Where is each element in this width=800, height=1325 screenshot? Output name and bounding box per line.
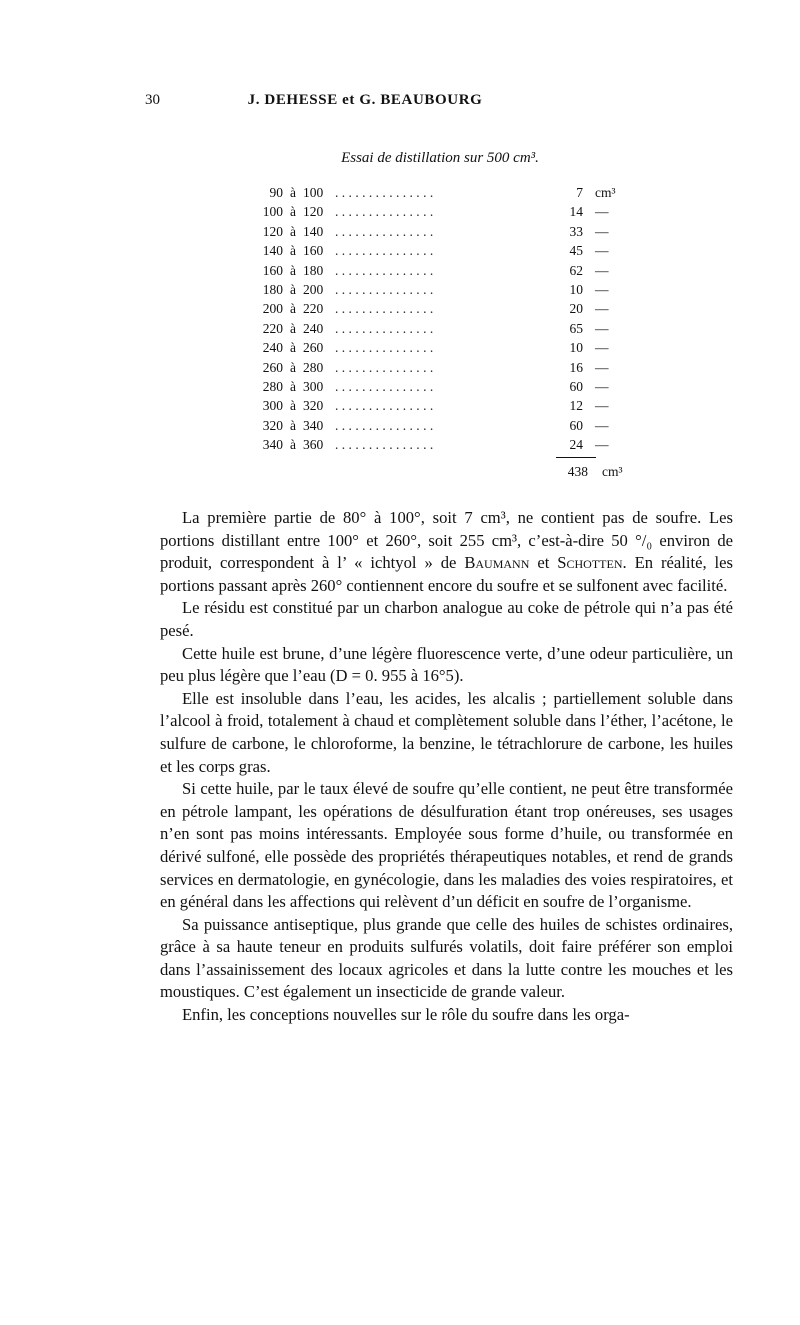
temperature-range (255, 416, 333, 435)
leader-dots: ............... (335, 281, 437, 297)
leader-dots: ............... (335, 223, 437, 239)
leader-dots: ............... (335, 417, 437, 433)
paragraph-1 (160, 507, 733, 597)
paragraph-1-text-b: et (529, 553, 558, 573)
range-from: 220 (262, 320, 283, 336)
range-to: 300 (303, 378, 324, 394)
total-unit: cm³ (602, 464, 623, 479)
author-baumann: Baumann (464, 553, 530, 573)
range-separator: à (290, 398, 296, 414)
range-to: 100 (303, 185, 324, 200)
temperature-range (255, 280, 333, 299)
volume-unit: cm³ (595, 185, 616, 200)
range-to: 120 (303, 204, 324, 220)
page-header (0, 92, 800, 116)
table-caption: Essai de distillation sur 500 cm³. (341, 150, 539, 166)
distillation-row (255, 377, 615, 396)
paragraph-6: Sa puissance antiseptique, plus grande que celle des huiles de schistes ordinaires, grâce à sa haute teneur en produits sulfurés volatils, doit faire préférer son emploi dans l’assainissement des locaux agricoles et dans la lutte contre les mouches et les moustiques. C’est également un insecticide de grande valeur. (160, 914, 733, 1002)
temperature-range (255, 202, 333, 221)
distillation-row (255, 280, 615, 299)
range-separator: à (290, 185, 296, 200)
volume-value: 45 (569, 243, 583, 259)
leader-dots: ............... (335, 301, 437, 317)
distillation-row (255, 435, 615, 454)
volume-unit: — (595, 281, 609, 297)
paragraph-1-text-a: La première partie de 80° à 100°, soit 7 cm³, ne contient pas de soufre. Les portions distillant entre 100° et 260°, soit 255 cm³, c’est-à-dire 50 °/₀ environ de produit, correspondent à l’ « ichtyol » de (160, 508, 733, 573)
range-to: 340 (303, 417, 324, 433)
paragraph-4: Elle est insoluble dans l’eau, les acides, les alcalis ; partiellement soluble dans l’alcool à froid, totalement à chaud et complètement soluble dans l’éther, l’acétone, le sulfure de carbone, le chloroforme, la benzine, le tétrachlorure de carbone, les huiles et les corps gras. (160, 688, 733, 776)
volume-unit: — (595, 301, 609, 317)
running-title: J. DEHESSE et G. BEAUBOURG (247, 92, 483, 108)
volume-unit: — (595, 340, 609, 356)
distillation-row (255, 241, 615, 260)
range-from: 300 (262, 398, 283, 414)
distillation-row (255, 299, 615, 318)
range-from: 120 (262, 223, 283, 239)
leader-dots: ............... (335, 185, 437, 200)
volume-value: 7 (576, 185, 583, 200)
temperature-range (255, 299, 333, 318)
temperature-range (255, 358, 333, 377)
range-separator: à (290, 262, 296, 278)
distillation-row (255, 202, 615, 221)
volume-unit: — (595, 437, 609, 453)
volume-unit: — (595, 417, 609, 433)
body-text (160, 507, 733, 1027)
range-separator: à (290, 223, 296, 239)
range-to: 280 (303, 359, 324, 375)
distillation-row (255, 222, 615, 241)
temperature-range (255, 183, 333, 202)
leader-dots: ............... (335, 243, 437, 259)
leader-dots: ............... (335, 378, 437, 394)
volume-value: 20 (569, 301, 583, 317)
distillation-row (255, 358, 615, 377)
volume-value: 33 (569, 223, 583, 239)
range-from: 140 (262, 243, 283, 259)
range-from: 260 (262, 359, 283, 375)
range-separator: à (290, 281, 296, 297)
temperature-range (255, 377, 333, 396)
distillation-row (255, 416, 615, 435)
volume-value: 10 (569, 340, 583, 356)
range-from: 240 (262, 340, 283, 356)
range-separator: à (290, 378, 296, 394)
temperature-range (255, 396, 333, 415)
distillation-table (255, 183, 615, 454)
volume-unit: — (595, 243, 609, 259)
paragraph-2: Le résidu est constitué par un charbon analogue au coke de pétrole qui n’a pas été pesé. (160, 598, 733, 640)
temperature-range (255, 241, 333, 260)
range-to: 360 (303, 437, 324, 453)
range-from: 180 (262, 281, 283, 297)
volume-unit: — (595, 262, 609, 278)
volume-unit: — (595, 398, 609, 414)
volume-value: 16 (569, 359, 583, 375)
range-separator: à (290, 437, 296, 453)
range-to: 180 (303, 262, 324, 278)
range-to: 200 (303, 281, 324, 297)
distillation-row (255, 319, 615, 338)
range-from: 320 (262, 417, 283, 433)
volume-unit: — (595, 320, 609, 336)
leader-dots: ............... (335, 359, 437, 375)
range-from: 280 (262, 378, 283, 394)
volume-value: 62 (569, 262, 583, 278)
volume-unit: — (595, 359, 609, 375)
distillation-row (255, 338, 615, 357)
volume-value: 24 (569, 437, 583, 453)
temperature-range (255, 261, 333, 280)
distillation-row (255, 261, 615, 280)
temperature-range (255, 435, 333, 454)
range-to: 320 (303, 398, 324, 414)
range-separator: à (290, 320, 296, 336)
total-volume: 438 (567, 464, 588, 479)
range-separator: à (290, 301, 296, 317)
paragraph-5: Si cette huile, par le taux élevé de soufre qu’elle contient, ne peut être transformée en pétrole lampant, les opérations de désulfuration étant trop onéreuses, ses usages n’en sont pas moins intéressants. Employée sous forme d’huile, ou transformée en dérivé sulfoné, elle possède des propriétés thérapeutiques notables, et rend de grands services en dermatologie, en gynécologie, dans les maladies des voies respiratoires, et en général dans les affections qui relèvent d’un déficit en soufre de l’organisme. (160, 779, 733, 912)
distillation-row (255, 183, 615, 202)
range-separator: à (290, 340, 296, 356)
volume-value: 10 (569, 281, 583, 297)
temperature-range (255, 319, 333, 338)
range-from: 160 (262, 262, 283, 278)
range-from: 90 (269, 185, 283, 200)
range-from: 340 (262, 437, 283, 453)
page-number: 30 (145, 92, 160, 108)
paragraph-7: Enfin, les conceptions nouvelles sur le rôle du soufre dans les orga- (182, 1005, 630, 1025)
volume-value: 65 (569, 320, 583, 336)
range-separator: à (290, 243, 296, 259)
volume-unit: — (595, 223, 609, 239)
range-to: 220 (303, 301, 324, 317)
range-separator: à (290, 417, 296, 433)
range-separator: à (290, 359, 296, 375)
leader-dots: ............... (335, 340, 437, 356)
distillation-row (255, 396, 615, 415)
range-to: 160 (303, 243, 324, 259)
range-from: 200 (262, 301, 283, 317)
volume-value: 12 (569, 398, 583, 414)
volume-value: 14 (569, 204, 583, 220)
range-to: 240 (303, 320, 324, 336)
range-from: 100 (262, 204, 283, 220)
range-separator: à (290, 204, 296, 220)
temperature-range (255, 338, 333, 357)
paragraph-1-text-c: . En réalité, les portions passant après 260° contiennent encore du soufre et se sulfonent avec facilité. (160, 553, 733, 595)
leader-dots: ............... (335, 262, 437, 278)
paragraph-3: Cette huile est brune, d’une légère fluorescence verte, d’une odeur particulière, un peu plus légère que l’eau (D = 0. 955 à 16°5). (160, 643, 733, 686)
temperature-range (255, 222, 333, 241)
leader-dots: ............... (335, 398, 437, 414)
range-to: 260 (303, 340, 324, 356)
leader-dots: ............... (335, 320, 437, 336)
leader-dots: ............... (335, 204, 437, 220)
sum-rule (556, 457, 596, 458)
total-row (540, 464, 623, 480)
author-schotten: Schotten (557, 553, 623, 573)
leader-dots: ............... (335, 437, 437, 453)
volume-unit: — (595, 378, 609, 394)
volume-value: 60 (569, 378, 583, 394)
range-to: 140 (303, 223, 324, 239)
volume-value: 60 (569, 417, 583, 433)
volume-unit: — (595, 204, 609, 220)
